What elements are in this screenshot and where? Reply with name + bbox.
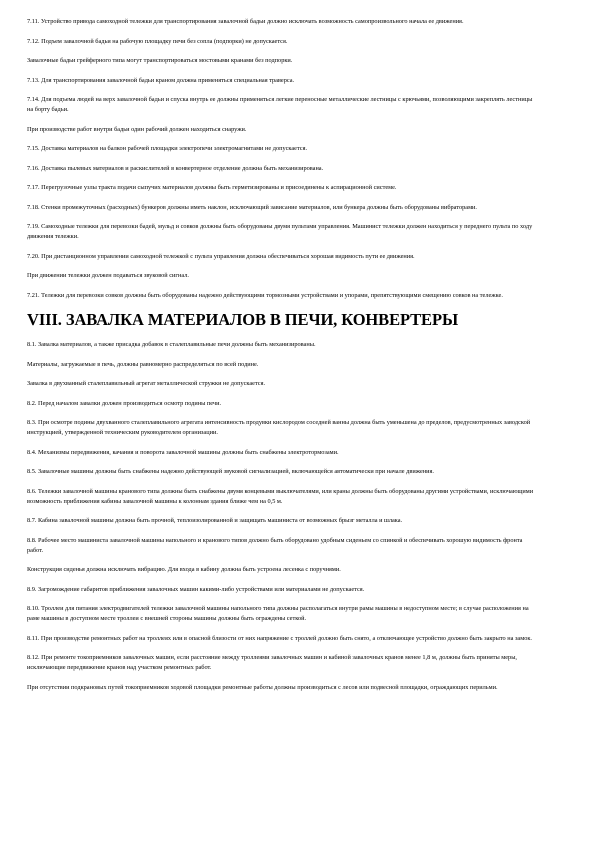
paragraph: 7.18. Стенки промежуточных (расходных) бункеров должны иметь наклон, исключающий зависание материалов, или бункера должны быть оборудованы вибраторами. <box>27 203 477 211</box>
paragraph: 8.6. Тележки завалочной машины кранового типа должны быть снабжены двумя концевыми выключателями, или краны должны быть оборудованы другими устройствами, исключающими возможность приближения кабины завалочной машины к колоннам здания ближе чем на 0,5 м. <box>27 487 534 505</box>
paragraph: 8.4. Механизмы передвижения, качания и поворота завалочной машины должны быть снабжены электротормозами. <box>27 448 339 456</box>
paragraph: 8.1. Завалка материалов, а также присадка добавок в сталеплавильные печи должны быть механизированы. <box>27 341 316 348</box>
paragraph: 8.5. Завалочные машины должны быть снабжены надежно действующей звуковой сигнализацией, включающейся автоматически при начале движения. <box>27 468 434 475</box>
paragraph: При производстве работ внутри бадьи один рабочий должен находиться снаружи. <box>27 125 247 133</box>
paragraph: 7.13. Для транспортирования завалочной бадьи краном должна применяться специальная траверса. <box>27 76 295 84</box>
paragraph: 8.8. Рабочее место машиниста завалочной машины напольного и кранового типов должно быть оборудовано удобным сиденьем со спинкой и обеспечивать хорошую видимость фронта работ. <box>27 536 523 554</box>
paragraph: Конструкция сиденья должна исключать вибрацию. Для входа в кабину должна быть устроена лесенка с поручнями. <box>27 566 341 573</box>
paragraph: 7.11. Устройство привода самоходной тележки для транспортирования завалочной бадьи должно исключать возможность самопроизвольного начала ее движения. <box>27 18 464 25</box>
paragraph: 7.15. Доставка материалов на балкон рабочей площадки электропечи электромагнитами не допускается. <box>27 145 308 152</box>
paragraphs-after <box>27 340 537 693</box>
paragraph: 8.11. При производстве ремонтных работ на троллеях или в опасной близости от них напряжение с троллей должно быть снято, а отключающее устройство должно быть закрыто на замок. <box>27 634 532 642</box>
paragraph: 8.10. Троллеи для питания электродвигателей тележки завалочной машины напольного типа должны располагаться внутри рамы машины в недоступном месте; в случае расположения на раме машины в доступном месте троллеи с внешней стороны машины должны быть ограждены сеткой. <box>27 605 529 622</box>
paragraph: 8.7. Кабина завалочной машины должна быть прочной, теплоизолированной и защищать машиниста от возможных брызг металла и шлака. <box>27 517 403 524</box>
paragraph: 7.21. Тележки для перевозки совков должны быть оборудованы надежно действующими тормозными устройствами и упорами, препятствующими смещению совков на тележке. <box>27 291 503 299</box>
paragraph: При отсутствии подкрановых путей токоприемников ходовой площадки ремонтные работы должны производиться с лесов или подвесной площадки, ограждающих перильми. <box>27 683 498 691</box>
paragraph: 7.17. Перегрузочные узлы тракта подачи сыпучих материалов должны быть герметизированы и присоединены к аспирационной системе. <box>27 184 397 191</box>
paragraph: 7.20. При дистанционном управлении самоходной тележкой с пульта управления должна обеспечиваться хорошая видимость пути ее движения. <box>27 252 415 260</box>
paragraph: 7.19. Самоходные тележки для перевозки бадей, мульд и совков должны быть оборудованы двумя пультами управления. Машинист тележки должен находиться у переднего пульта по ходу движения тележки. <box>27 223 533 240</box>
paragraph: 8.3. При осмотре подины двухванного сталеплавильного агрегата интенсивность продувки кислородом соседней ванны должна быть уменьшена до пределов, предусмотренных заводской инструкцией, утвержденной техническим руководителем организации. <box>27 419 531 436</box>
paragraphs-before <box>27 17 537 301</box>
paragraph: 8.2. Перед началом завалки должен производиться осмотр подины печи. <box>27 399 222 407</box>
paragraph: 8.9. Загромождение габаритов приближения завалочных машин какими-либо устройствами или материалами не допускается. <box>27 585 365 593</box>
paragraph: 7.16. Доставка пылевых материалов и раскислителей в конвертерное отделение должна быть механизирована. <box>27 164 324 172</box>
paragraph: 7.14. Для подъема людей на верх завалочной бадьи и спуска внутрь ее должны применяться легкие переносные металлические лестницы с крючьями, позволяющими закреплять лестницы на борту бадьи. <box>27 96 533 113</box>
paragraph: Завалочные бадьи грейферного типа могут транспортироваться мостовыми кранами без подпорки. <box>27 57 293 64</box>
paragraph: Завалка в двухванный сталеплавильный агрегат металлической стружки не допускается. <box>27 380 266 387</box>
paragraph: При движении тележки должен подаваться звуковой сигнал. <box>27 272 189 279</box>
paragraph: Материалы, загружаемые в печь, должны равномерно распределяться по всей подине. <box>27 360 259 368</box>
paragraph: 8.12. При ремонте токоприемников завалочных машин, если расстояние между троллеями завалочных машин и кабиной завалочных кранов менее 1,8 м, должны быть приняты меры, исключающие передвижение кранов над участком ремонтных работ. <box>27 654 517 671</box>
paragraph: 7.12. Подъем завалочной бадьи на рабочую площадку печи без сопла (подпорки) не допускается. <box>27 37 288 45</box>
section-heading: VIII. ЗАВАЛКА МАТЕРИАЛОВ В ПЕЧИ, КОНВЕРТЕРЫ <box>27 310 459 329</box>
